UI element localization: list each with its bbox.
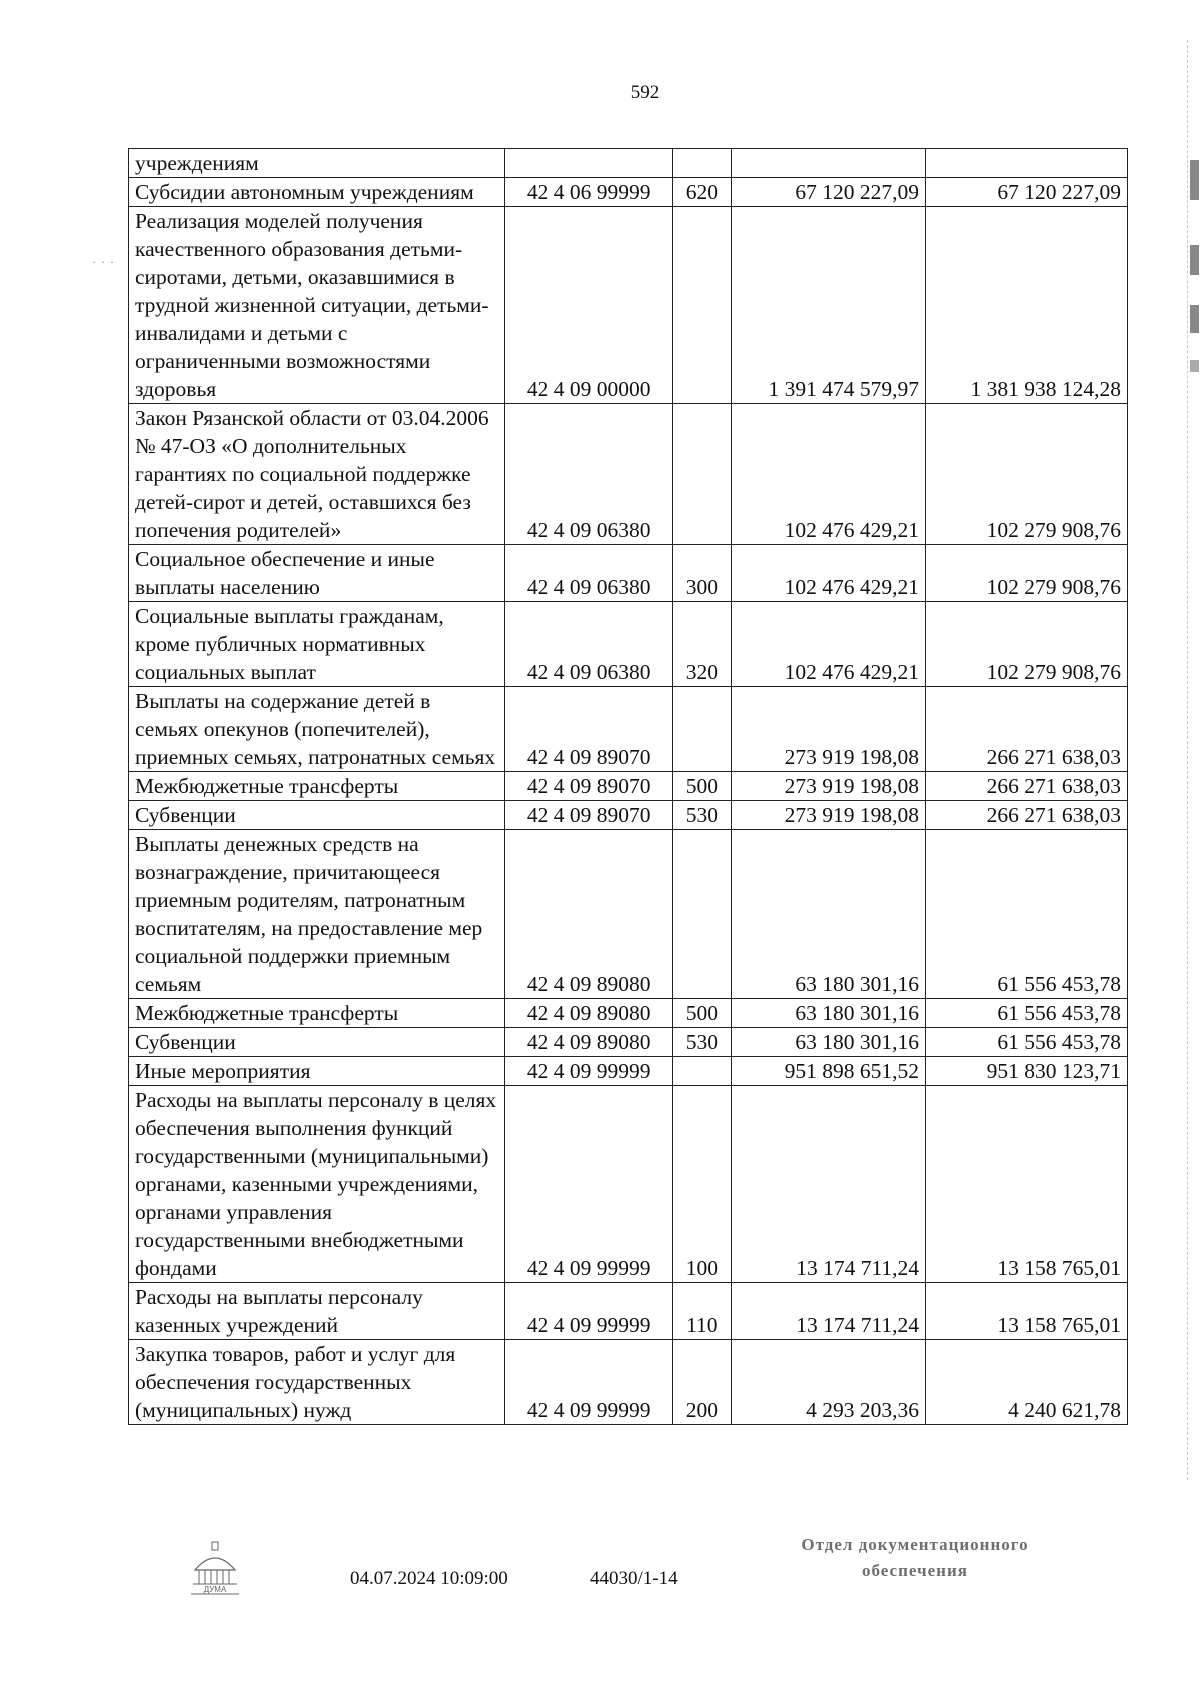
row-name-cell: Иные мероприятия xyxy=(129,1057,505,1086)
row-code-cell: 42 4 09 89070 xyxy=(505,772,673,801)
stamp-line-1: Отдел документационного xyxy=(801,1535,1029,1554)
row-vr-cell: 620 xyxy=(673,178,731,207)
row-code-cell: 42 4 09 99999 xyxy=(505,1283,673,1340)
table-row xyxy=(129,801,1128,830)
row-sum-executed-cell: 13 158 765,01 xyxy=(926,1283,1128,1340)
row-code-cell xyxy=(505,149,673,178)
row-code-cell: 42 4 09 06380 xyxy=(505,545,673,602)
table-row xyxy=(129,404,1128,545)
table-row xyxy=(129,999,1128,1028)
row-name-cell: Социальное обеспечение и иные выплаты населению xyxy=(129,545,505,602)
row-vr-cell: 110 xyxy=(673,1283,731,1340)
scan-mark xyxy=(1190,245,1199,275)
row-sum-2024-cell: 1 391 474 579,97 xyxy=(731,207,925,404)
svg-text:ДУМА: ДУМА xyxy=(203,1585,227,1594)
row-vr-cell: 500 xyxy=(673,999,731,1028)
table-row xyxy=(129,1086,1128,1283)
row-name-cell: Межбюджетные трансферты xyxy=(129,999,505,1028)
row-vr-cell: 530 xyxy=(673,1028,731,1057)
table-row xyxy=(129,687,1128,772)
row-sum-2024-cell: 13 174 711,24 xyxy=(731,1283,925,1340)
row-sum-2024-cell: 13 174 711,24 xyxy=(731,1086,925,1283)
row-name-cell: Закон Рязанской области от 03.04.2006 № 47-ОЗ «О дополнительных гарантиях по социальной поддержке детей-сирот и детей, оставшихся без попечения родителей» xyxy=(129,404,505,545)
duma-logo xyxy=(185,1540,245,1596)
row-sum-2024-cell xyxy=(731,149,925,178)
row-vr-cell: 530 xyxy=(673,801,731,830)
row-vr-cell: 300 xyxy=(673,545,731,602)
row-sum-executed-cell: 61 556 453,78 xyxy=(926,1028,1128,1057)
row-name-cell: Социальные выплаты гражданам, кроме публичных нормативных социальных выплат xyxy=(129,602,505,687)
row-code-cell: 42 4 09 00000 xyxy=(505,207,673,404)
footer-doc-code: 44030/1-14 xyxy=(590,1568,678,1589)
row-sum-executed-cell: 951 830 123,71 xyxy=(926,1057,1128,1086)
row-name-cell: Выплаты денежных средств на вознаграждение, причитающееся приемным родителям, патронатным воспитателям, на предоставление мер социальной поддержки приемным семьям xyxy=(129,830,505,999)
row-name-cell: Реализация моделей получения качественного образования детьми-сиротами, детьми, оказавшимися в трудной жизненной ситуации, детьми-инвалидами и детьми с ограниченными возможностями здоровья xyxy=(129,207,505,404)
row-vr-cell xyxy=(673,207,731,404)
table-row xyxy=(129,772,1128,801)
row-name-cell: учреждениям xyxy=(129,149,505,178)
row-sum-2024-cell: 951 898 651,52 xyxy=(731,1057,925,1086)
table-row xyxy=(129,149,1128,178)
budget-table xyxy=(128,148,1128,1425)
row-code-cell: 42 4 06 99999 xyxy=(505,178,673,207)
table-row xyxy=(129,545,1128,602)
footer-datetime: 04.07.2024 10:09:00 xyxy=(350,1568,508,1589)
row-vr-cell xyxy=(673,687,731,772)
row-code-cell: 42 4 09 99999 xyxy=(505,1057,673,1086)
row-name-cell: Выплаты на содержание детей в семьях опекунов (попечителей), приемных семьях, патронатных семьях xyxy=(129,687,505,772)
scan-mark xyxy=(1190,160,1199,200)
row-sum-executed-cell: 1 381 938 124,28 xyxy=(926,207,1128,404)
row-vr-cell xyxy=(673,149,731,178)
row-vr-cell: 500 xyxy=(673,772,731,801)
row-sum-executed-cell: 102 279 908,76 xyxy=(926,404,1128,545)
row-name-cell: Субвенции xyxy=(129,801,505,830)
table-row xyxy=(129,1028,1128,1057)
row-sum-2024-cell: 273 919 198,08 xyxy=(731,687,925,772)
row-sum-2024-cell: 63 180 301,16 xyxy=(731,830,925,999)
table-row xyxy=(129,1283,1128,1340)
row-sum-2024-cell: 63 180 301,16 xyxy=(731,1028,925,1057)
row-vr-cell xyxy=(673,1057,731,1086)
row-code-cell: 42 4 09 89080 xyxy=(505,830,673,999)
table-row xyxy=(129,207,1128,404)
row-sum-2024-cell: 273 919 198,08 xyxy=(731,772,925,801)
row-sum-executed-cell: 266 271 638,03 xyxy=(926,772,1128,801)
row-sum-2024-cell: 273 919 198,08 xyxy=(731,801,925,830)
row-sum-2024-cell: 102 476 429,21 xyxy=(731,404,925,545)
row-vr-cell xyxy=(673,830,731,999)
row-name-cell: Субсидии автономным учреждениям xyxy=(129,178,505,207)
row-code-cell: 42 4 09 99999 xyxy=(505,1340,673,1425)
row-vr-cell: 100 xyxy=(673,1086,731,1283)
row-sum-executed-cell: 102 279 908,76 xyxy=(926,545,1128,602)
row-sum-executed-cell: 102 279 908,76 xyxy=(926,602,1128,687)
table-row xyxy=(129,1340,1128,1425)
row-sum-executed-cell: 266 271 638,03 xyxy=(926,801,1128,830)
row-code-cell: 42 4 09 06380 xyxy=(505,602,673,687)
row-code-cell: 42 4 09 89080 xyxy=(505,999,673,1028)
row-sum-executed-cell xyxy=(926,149,1128,178)
row-sum-executed-cell: 67 120 227,09 xyxy=(926,178,1128,207)
row-sum-2024-cell: 67 120 227,09 xyxy=(731,178,925,207)
row-sum-2024-cell: 4 293 203,36 xyxy=(731,1340,925,1425)
table-row xyxy=(129,602,1128,687)
row-sum-executed-cell: 266 271 638,03 xyxy=(926,687,1128,772)
row-name-cell: Закупка товаров, работ и услуг для обеспечения государственных (муниципальных) нужд xyxy=(129,1340,505,1425)
row-vr-cell xyxy=(673,404,731,545)
row-name-cell: Расходы на выплаты персоналу казенных учреждений xyxy=(129,1283,505,1340)
department-stamp xyxy=(770,1532,1060,1584)
row-code-cell: 42 4 09 89080 xyxy=(505,1028,673,1057)
table-row xyxy=(129,1057,1128,1086)
table-row xyxy=(129,178,1128,207)
row-name-cell: Расходы на выплаты персоналу в целях обеспечения выполнения функций государственными (муниципальными) органами, казенными учреждениями, органами управления государственными внебюджетными фондами xyxy=(129,1086,505,1283)
row-vr-cell: 320 xyxy=(673,602,731,687)
row-sum-executed-cell: 13 158 765,01 xyxy=(926,1086,1128,1283)
stamp-line-2: обеспечения xyxy=(862,1561,968,1580)
scan-edge-strip xyxy=(1187,40,1200,1480)
scan-mark xyxy=(1190,360,1199,372)
row-sum-executed-cell: 61 556 453,78 xyxy=(926,999,1128,1028)
row-sum-2024-cell: 63 180 301,16 xyxy=(731,999,925,1028)
table-body xyxy=(129,149,1128,1425)
row-name-cell: Субвенции xyxy=(129,1028,505,1057)
row-code-cell: 42 4 09 99999 xyxy=(505,1086,673,1283)
row-sum-2024-cell: 102 476 429,21 xyxy=(731,545,925,602)
row-code-cell: 42 4 09 06380 xyxy=(505,404,673,545)
table-row xyxy=(129,830,1128,999)
row-code-cell: 42 4 09 89070 xyxy=(505,687,673,772)
row-sum-executed-cell: 4 240 621,78 xyxy=(926,1340,1128,1425)
page-number: 592 xyxy=(630,82,660,103)
row-sum-2024-cell: 102 476 429,21 xyxy=(731,602,925,687)
scan-mark xyxy=(1190,305,1199,333)
scan-artifact-dots: · · · xyxy=(92,255,115,269)
row-code-cell: 42 4 09 89070 xyxy=(505,801,673,830)
row-sum-executed-cell: 61 556 453,78 xyxy=(926,830,1128,999)
row-vr-cell: 200 xyxy=(673,1340,731,1425)
row-name-cell: Межбюджетные трансферты xyxy=(129,772,505,801)
